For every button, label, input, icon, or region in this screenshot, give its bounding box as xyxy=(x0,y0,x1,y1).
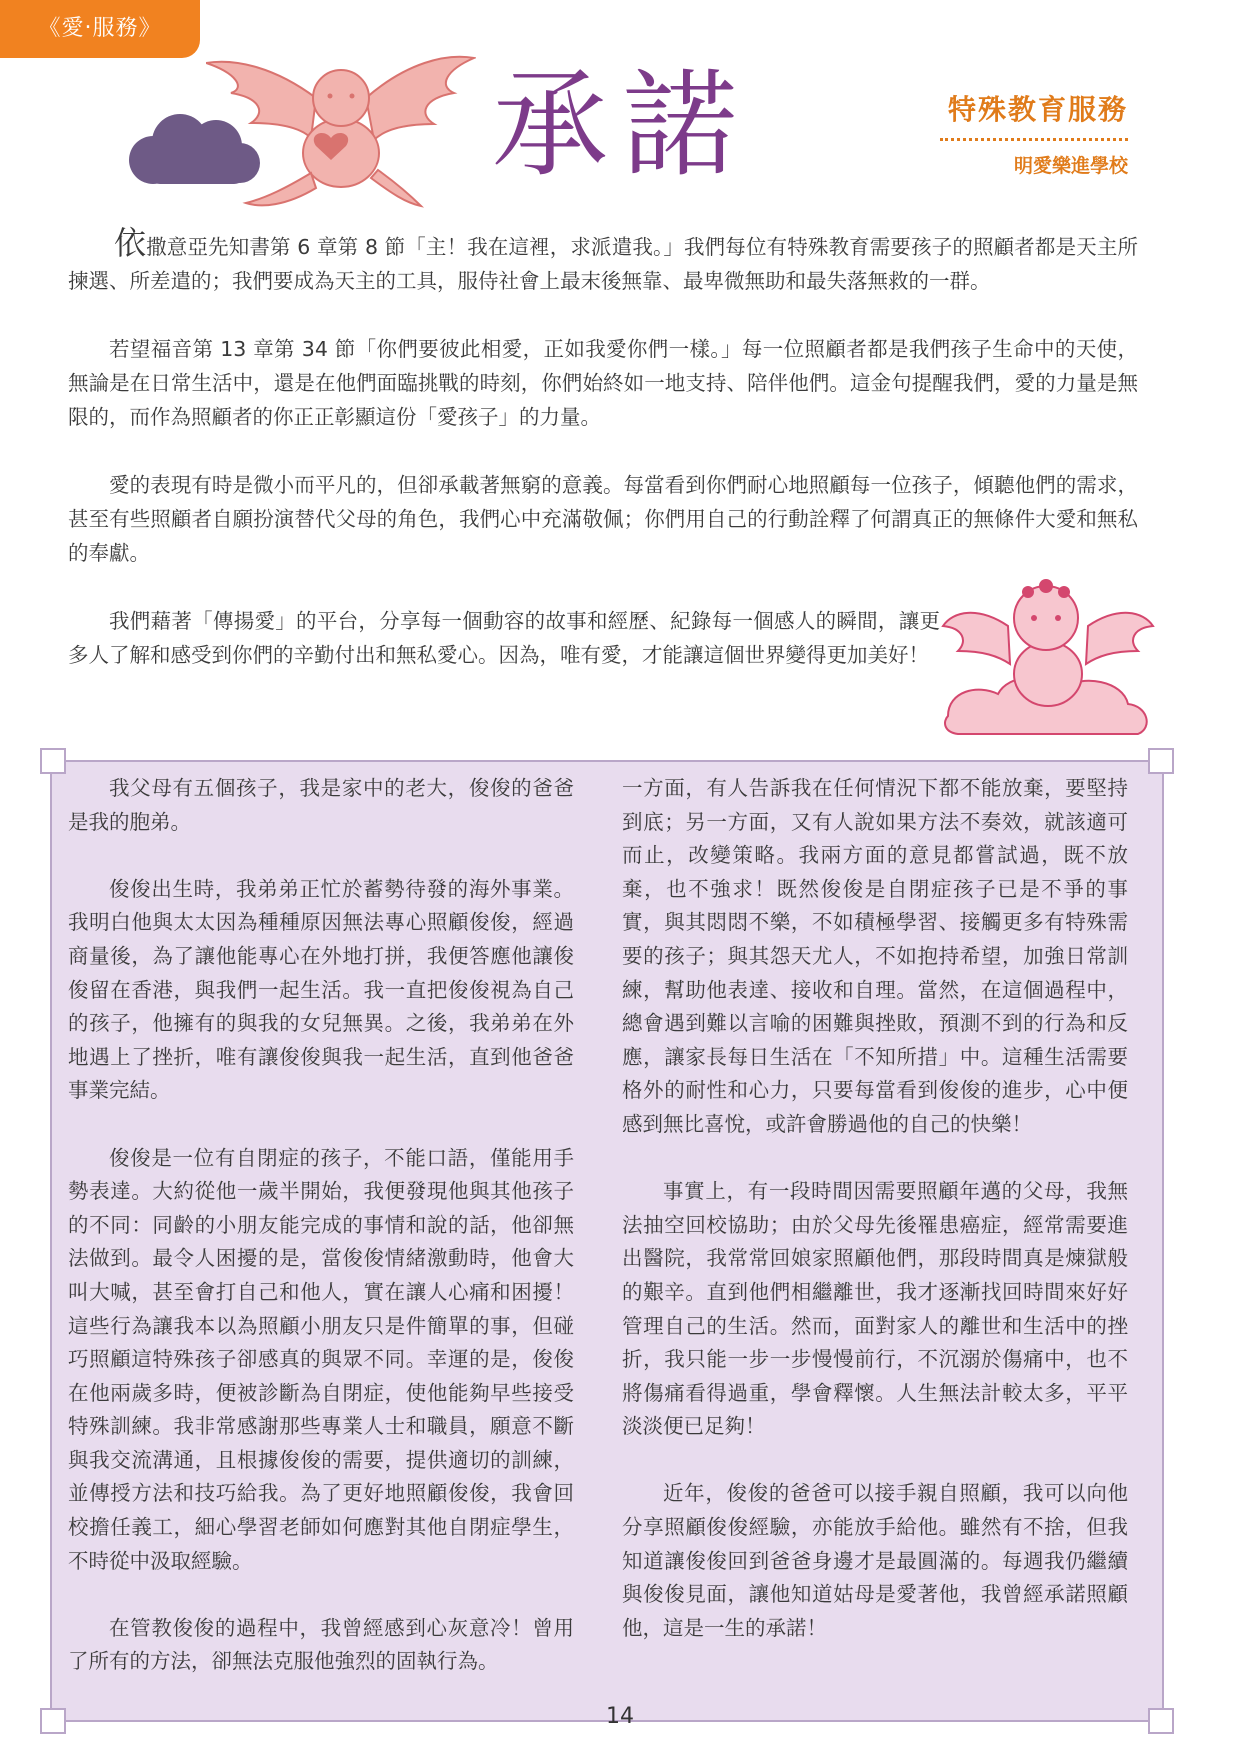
story-paragraph: 事實上，有一段時間因需要照顧年邁的父母，我無法抽空回校協助；由於父母先後罹患癌症，經常需要進出醫院，我常常回娘家照顧他們，那段時間真是煉獄般的艱辛。直到他們相繼離世，我才逐漸找回時間來好好管理自己的生活。然而，面對家人的離世和生活中的挫折，我只能一步一步慢慢前行，不沉溺於傷痛中，也不將傷痛看得過重，學會釋懷。人生無法計較太多，平平淡淡便已足夠！ xyxy=(622,1179,1128,1439)
story-paragraph: 近年，俊俊的爸爸可以接手親自照顧，我可以向他分享照顧俊俊經驗，亦能放手給他。雖然有不捨，但我知道讓俊俊回到爸爸身邊才是最圓滿的。每週我仍繼續與俊俊見面，讓他知道姑母是愛著他，我曾經承諾照顧他，這是一生的承諾！ xyxy=(622,1481,1128,1640)
intro-paragraph-2: 若望福音第 13 章第 34 節「你們要彼此相愛，正如我愛你們一樣。」每一位照顧者都是我們孩子生命中的天使，無論是在日常生活中，還是在他們面臨挑戰的時刻，你們始終如一地支持、陪伴他們。這金句提醒我們，愛的力量是無限的，而作為照顧者的你正正彰顯這份「愛孩子」的力量。 xyxy=(68,337,1138,429)
dotted-divider xyxy=(940,138,1128,141)
section-tab: 《愛‧服務》 xyxy=(0,0,200,58)
panel-corner-ornament xyxy=(40,748,66,774)
story-paragraph: 俊俊是一位有自閉症的孩子，不能口語，僅能用手勢表達。大約從他一歲半開始，我便發現他與其他孩子的不同：同齡的小朋友能完成的事情和說的話，他卻無法做到。最令人困擾的是，當俊俊情緒激動時，他會大叫大喊，甚至會打自己和他人，實在讓人心痛和困擾！這些行為讓我本以為照顧小朋友只是件簡單的事，但碰巧照顧這特殊孩子卻感真的與眾不同。幸運的是，俊俊在他兩歲多時，便被診斷為自閉症，使他能夠早些接受特殊訓練。我非常感謝那些專業人士和職員，願意不斷與我交流溝通，且根據俊俊的需要，提供適切的訓練，並傳授方法和技巧給我。為了更好地照顧俊俊，我會回校擔任義工，細心學習老師如何應對其他自閉症學生，不時從中汲取經驗。 xyxy=(68,1145,574,1573)
story-paragraph: 俊俊出生時，我弟弟正忙於蓄勢待發的海外事業。我明白他與太太因為種種原因無法專心照顧俊俊，經過商量後，為了讓他能專心在外地打拼，我便答應他讓俊俊留在香港，與我們一起生活。我一直把俊俊視為自己的孩子，他擁有的與我的女兒無異。之後，我弟弟在外地遇上了挫折，唯有讓俊俊與我一起生活，直到他爸爸事業完結。 xyxy=(68,876,574,1103)
story-paragraph-continued: 一方面，有人告訴我在任何情況下都不能放棄，要堅持到底；另一方面，又有人說如果方法不奏效，就該適可而止，改變策略。我兩方面的意見都嘗試過，既不放棄，也不強求！既然俊俊是自閉症孩子已是不爭的事實，與其悶悶不樂，不如積極學習、接觸更多有特殊需要的孩子；與其怨天尤人，不如抱持希望，加強日常訓練，幫助他表達、接收和自理。當然，在這個過程中，總會遇到難以言喻的困難與挫敗，預測不到的行為和反應，讓家長每日生活在「不知所措」中。這種生活需要格外的耐性和心力，只要每當看到俊俊的進步，心中便感到無比喜悅，或許會勝過他的自己的快樂！ xyxy=(622,776,1128,1136)
panel-corner-ornament xyxy=(1148,748,1174,774)
drop-cap: 依 xyxy=(114,224,147,262)
story-paragraph: 我父母有五個孩子，我是家中的老大，俊俊的爸爸是我的胞弟。 xyxy=(68,776,574,834)
story-paragraph: 在管教俊俊的過程中，我曾經感到心灰意冷！曾用了所有的方法，卻無法克服他強烈的固執行為。 xyxy=(68,1615,574,1674)
story-column-right xyxy=(622,772,1128,1679)
page-title: 承諾 xyxy=(492,58,752,193)
intro-paragraph-4: 我們藉著「傳揚愛」的平台，分享每一個動容的故事和經歷、紀錄每一個感人的瞬間，讓更多人了解和感受到你們的辛勤付出和無私愛心。因為，唯有愛，才能讓這個世界變得更加美好！ xyxy=(68,609,940,667)
intro-paragraph-1 xyxy=(68,226,1138,298)
intro-paragraph-3: 愛的表現有時是微小而平凡的，但卻承載著無窮的意義。每當看到你們耐心地照顧每一位孩子，傾聽他們的需求，甚至有些照顧者自願扮演替代父母的角色，我們心中充滿敬佩；你們用自己的行動詮釋了何謂真正的無條件大愛和無私的奉獻。 xyxy=(68,473,1138,565)
service-category: 特殊教育服務 xyxy=(947,93,1128,126)
page-number: 14 xyxy=(606,1704,634,1729)
school-name: 明愛樂進學校 xyxy=(1013,155,1128,177)
flying-cherub-illustration xyxy=(206,38,476,218)
service-heading xyxy=(940,88,1128,178)
intro-paragraph-1-text: 撒意亞先知書第 6 章第 8 節「主！我在這裡，求派遣我。」我們每位有特殊教育需要孩子的照顧者都是天主所揀選、所差遣的；我們要成為天主的工具，服侍社會上最末後無靠、最卑微無助和最失落無救的一群。 xyxy=(68,235,1138,293)
sitting-cherub-illustration xyxy=(938,556,1156,736)
story-column-left xyxy=(68,772,574,1713)
